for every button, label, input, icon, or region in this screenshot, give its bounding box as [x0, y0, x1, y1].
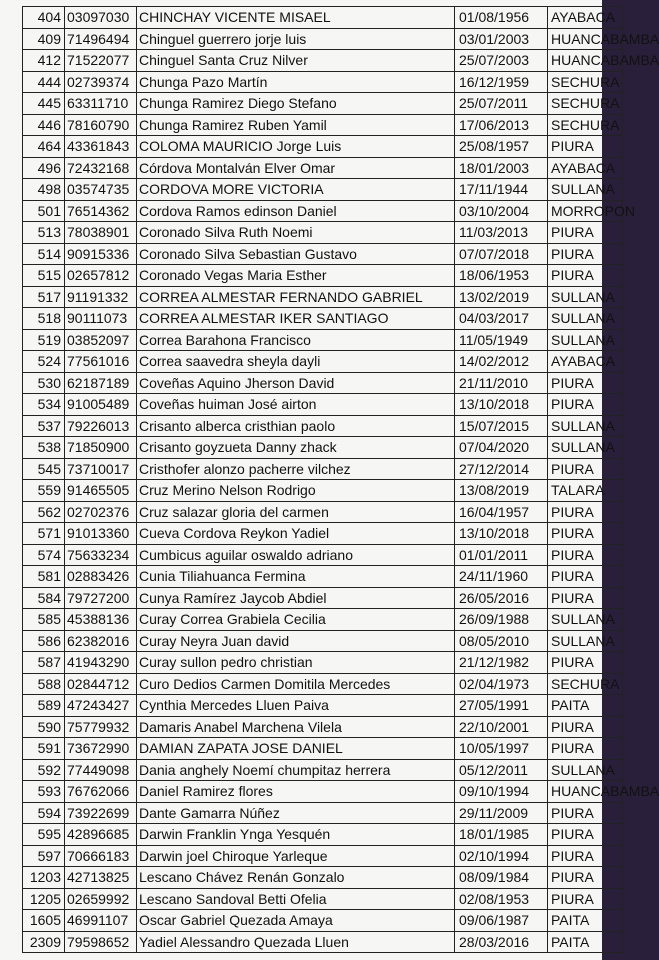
document-number-cell: 71522077	[65, 50, 137, 72]
table-row	[23, 523, 623, 545]
document-number-cell: 79598652	[65, 931, 137, 953]
document-number-cell: 75633234	[65, 544, 137, 566]
person-name-cell: Cunya Ramírez Jaycob Abdiel	[137, 587, 455, 609]
person-name-cell: Damaris Anabel Marchena Vilela	[137, 716, 455, 738]
birth-date-cell: 27/12/2014	[455, 458, 548, 480]
table-row	[23, 157, 623, 179]
table-row	[23, 609, 623, 631]
table-row	[23, 394, 623, 416]
person-name-cell: Correa saavedra sheyla dayli	[137, 351, 455, 373]
birth-date-cell: 07/04/2020	[455, 437, 548, 459]
document-number-cell: 62382016	[65, 630, 137, 652]
row-number-cell: 412	[23, 50, 65, 72]
table-row	[23, 587, 623, 609]
row-number-cell: 581	[23, 566, 65, 588]
row-number-cell: 1203	[23, 867, 65, 889]
row-number-cell: 545	[23, 458, 65, 480]
birth-date-cell: 04/03/2017	[455, 308, 548, 330]
document-number-cell: 02659992	[65, 888, 137, 910]
person-name-cell: Oscar Gabriel Quezada Amaya	[137, 910, 455, 932]
document-number-cell: 70666183	[65, 845, 137, 867]
province-cell: HUANCABAMBA	[548, 28, 623, 50]
birth-date-cell: 10/05/1997	[455, 738, 548, 760]
document-number-cell: 43361843	[65, 136, 137, 158]
province-cell: PIURA	[548, 222, 623, 244]
row-number-cell: 534	[23, 394, 65, 416]
table-row	[23, 501, 623, 523]
document-number-cell: 79727200	[65, 587, 137, 609]
table-row	[23, 652, 623, 674]
document-number-cell: 77449098	[65, 759, 137, 781]
row-number-cell: 590	[23, 716, 65, 738]
person-name-cell: Cueva Cordova Reykon Yadiel	[137, 523, 455, 545]
person-name-cell: Cruz salazar gloria del carmen	[137, 501, 455, 523]
row-number-cell: 444	[23, 71, 65, 93]
province-cell: PAITA	[548, 910, 623, 932]
document-number-cell: 90111073	[65, 308, 137, 330]
table-row	[23, 738, 623, 760]
row-number-cell: 587	[23, 652, 65, 674]
person-name-cell: Darwin Franklin Ynga Yesquén	[137, 824, 455, 846]
table-row	[23, 458, 623, 480]
table-row	[23, 200, 623, 222]
birth-date-cell: 03/10/2004	[455, 200, 548, 222]
document-number-cell: 91013360	[65, 523, 137, 545]
row-number-cell: 562	[23, 501, 65, 523]
person-name-cell: Coronado Silva Sebastian Gustavo	[137, 243, 455, 265]
row-number-cell: 498	[23, 179, 65, 201]
province-cell: SULLANA	[548, 437, 623, 459]
document-number-cell: 62187189	[65, 372, 137, 394]
province-cell: TALARA	[548, 480, 623, 502]
birth-date-cell: 17/06/2013	[455, 114, 548, 136]
person-name-cell: Cumbicus aguilar oswaldo adriano	[137, 544, 455, 566]
person-name-cell: Chinguel Santa Cruz Nilver	[137, 50, 455, 72]
birth-date-cell: 26/05/2016	[455, 587, 548, 609]
person-name-cell: CHINCHAY VICENTE MISAEL	[137, 7, 455, 29]
birth-date-cell: 16/04/1957	[455, 501, 548, 523]
birth-date-cell: 01/08/1956	[455, 7, 548, 29]
table-row	[23, 286, 623, 308]
table-row	[23, 759, 623, 781]
row-number-cell: 409	[23, 28, 65, 50]
row-number-cell: 513	[23, 222, 65, 244]
table-row	[23, 931, 623, 953]
document-number-cell: 76762066	[65, 781, 137, 803]
person-name-cell: Lescano Chávez Renán Gonzalo	[137, 867, 455, 889]
document-number-cell: 78038901	[65, 222, 137, 244]
province-cell: SULLANA	[548, 329, 623, 351]
province-cell: PIURA	[548, 716, 623, 738]
province-cell: SULLANA	[548, 415, 623, 437]
birth-date-cell: 08/09/1984	[455, 867, 548, 889]
document-number-cell: 02702376	[65, 501, 137, 523]
birth-date-cell: 18/01/2003	[455, 157, 548, 179]
birth-date-cell: 14/02/2012	[455, 351, 548, 373]
document-number-cell: 45388136	[65, 609, 137, 631]
province-cell: PAITA	[548, 695, 623, 717]
document-number-cell: 46991107	[65, 910, 137, 932]
province-cell: PIURA	[548, 824, 623, 846]
province-cell: AYABACA	[548, 351, 623, 373]
row-number-cell: 591	[23, 738, 65, 760]
person-name-cell: COLOMA MAURICIO Jorge Luis	[137, 136, 455, 158]
birth-date-cell: 02/10/1994	[455, 845, 548, 867]
table-row	[23, 716, 623, 738]
person-name-cell: Chinguel guerrero jorje luis	[137, 28, 455, 50]
row-number-cell: 464	[23, 136, 65, 158]
birth-date-cell: 11/03/2013	[455, 222, 548, 244]
province-cell: PIURA	[548, 652, 623, 674]
table-row	[23, 910, 623, 932]
birth-date-cell: 07/07/2018	[455, 243, 548, 265]
table-row	[23, 265, 623, 287]
document-number-cell: 73672990	[65, 738, 137, 760]
document-number-cell: 71496494	[65, 28, 137, 50]
person-name-cell: Cruz Merino Nelson Rodrigo	[137, 480, 455, 502]
province-cell: PIURA	[548, 458, 623, 480]
document-number-cell: 42896685	[65, 824, 137, 846]
province-cell: PIURA	[548, 587, 623, 609]
province-cell: PIURA	[548, 265, 623, 287]
birth-date-cell: 26/09/1988	[455, 609, 548, 631]
document-number-cell: 47243427	[65, 695, 137, 717]
province-cell: PIURA	[548, 544, 623, 566]
document-number-cell: 73710017	[65, 458, 137, 480]
document-number-cell: 90915336	[65, 243, 137, 265]
birth-date-cell: 13/10/2018	[455, 394, 548, 416]
row-number-cell: 597	[23, 845, 65, 867]
province-cell: SECHURA	[548, 673, 623, 695]
document-number-cell: 02883426	[65, 566, 137, 588]
person-name-cell: DAMIAN ZAPATA JOSE DANIEL	[137, 738, 455, 760]
province-cell: SULLANA	[548, 609, 623, 631]
document-number-cell: 03097030	[65, 7, 137, 29]
birth-date-cell: 22/10/2001	[455, 716, 548, 738]
person-name-cell: CORDOVA MORE VICTORIA	[137, 179, 455, 201]
province-cell: PIURA	[548, 566, 623, 588]
province-cell: SECHURA	[548, 93, 623, 115]
row-number-cell: 574	[23, 544, 65, 566]
person-name-cell: Dania anghely Noemí chumpitaz herrera	[137, 759, 455, 781]
birth-date-cell: 02/08/1953	[455, 888, 548, 910]
row-number-cell: 593	[23, 781, 65, 803]
person-name-cell: Curay sullon pedro christian	[137, 652, 455, 674]
person-name-cell: Daniel Ramirez flores	[137, 781, 455, 803]
person-name-cell: Crisanto goyzueta Danny zhack	[137, 437, 455, 459]
table-row	[23, 480, 623, 502]
document-number-cell: 63311710	[65, 93, 137, 115]
document-number-cell: 02844712	[65, 673, 137, 695]
table-row	[23, 544, 623, 566]
person-name-cell: Crisanto alberca cristhian paolo	[137, 415, 455, 437]
birth-date-cell: 18/06/1953	[455, 265, 548, 287]
document-number-cell: 42713825	[65, 867, 137, 889]
table-row	[23, 329, 623, 351]
province-cell: SULLANA	[548, 308, 623, 330]
birth-date-cell: 25/07/2003	[455, 50, 548, 72]
person-name-cell: Córdova Montalván Elver Omar	[137, 157, 455, 179]
person-name-cell: Cordova Ramos edinson Daniel	[137, 200, 455, 222]
person-name-cell: Chunga Pazo Martín	[137, 71, 455, 93]
table-row	[23, 243, 623, 265]
records-table	[22, 6, 659, 953]
row-number-cell: 2309	[23, 931, 65, 953]
table-row	[23, 28, 623, 50]
person-name-cell: Cristhofer alonzo pacherre vilchez	[137, 458, 455, 480]
table-row	[23, 867, 623, 889]
person-name-cell: Lescano Sandoval Betti Ofelia	[137, 888, 455, 910]
province-cell: PIURA	[548, 845, 623, 867]
row-number-cell: 588	[23, 673, 65, 695]
birth-date-cell: 11/05/1949	[455, 329, 548, 351]
person-name-cell: Cynthia Mercedes Lluen Paiva	[137, 695, 455, 717]
row-number-cell: 537	[23, 415, 65, 437]
row-number-cell: 501	[23, 200, 65, 222]
row-number-cell: 585	[23, 609, 65, 631]
province-cell: PIURA	[548, 867, 623, 889]
person-name-cell: CORREA ALMESTAR FERNANDO GABRIEL	[137, 286, 455, 308]
table-row	[23, 630, 623, 652]
birth-date-cell: 25/08/1957	[455, 136, 548, 158]
document-number-cell: 91005489	[65, 394, 137, 416]
person-name-cell: Coveñas huiman José airton	[137, 394, 455, 416]
province-cell: PIURA	[548, 888, 623, 910]
birth-date-cell: 25/07/2011	[455, 93, 548, 115]
row-number-cell: 559	[23, 480, 65, 502]
birth-date-cell: 21/11/2010	[455, 372, 548, 394]
province-cell: PIURA	[548, 372, 623, 394]
birth-date-cell: 13/10/2018	[455, 523, 548, 545]
row-number-cell: 595	[23, 824, 65, 846]
province-cell: PIURA	[548, 136, 623, 158]
table-row	[23, 888, 623, 910]
document-number-cell: 76514362	[65, 200, 137, 222]
document-number-cell: 03574735	[65, 179, 137, 201]
birth-date-cell: 03/01/2003	[455, 28, 548, 50]
birth-date-cell: 02/04/1973	[455, 673, 548, 695]
document-number-cell: 79226013	[65, 415, 137, 437]
table-row	[23, 136, 623, 158]
row-number-cell: 519	[23, 329, 65, 351]
table-row	[23, 695, 623, 717]
birth-date-cell: 17/11/1944	[455, 179, 548, 201]
document-number-cell: 41943290	[65, 652, 137, 674]
person-name-cell: Cunia Tiliahuanca Fermina	[137, 566, 455, 588]
table-row	[23, 7, 623, 29]
table-row	[23, 308, 623, 330]
table-row	[23, 222, 623, 244]
person-name-cell: Chunga Ramirez Ruben Yamil	[137, 114, 455, 136]
row-number-cell: 515	[23, 265, 65, 287]
table-row	[23, 351, 623, 373]
birth-date-cell: 05/12/2011	[455, 759, 548, 781]
person-name-cell: Curay Correa Grabiela Cecilia	[137, 609, 455, 631]
table-row	[23, 114, 623, 136]
province-cell: AYABACA	[548, 7, 623, 29]
person-name-cell: Chunga Ramirez Diego Stefano	[137, 93, 455, 115]
birth-date-cell: 13/02/2019	[455, 286, 548, 308]
birth-date-cell: 01/01/2011	[455, 544, 548, 566]
person-name-cell: Dante Gamarra Núñez	[137, 802, 455, 824]
birth-date-cell: 21/12/1982	[455, 652, 548, 674]
birth-date-cell: 15/07/2015	[455, 415, 548, 437]
table-row	[23, 437, 623, 459]
province-cell: SULLANA	[548, 286, 623, 308]
province-cell: AYABACA	[548, 157, 623, 179]
person-name-cell: Yadiel Alessandro Quezada Lluen	[137, 931, 455, 953]
person-name-cell: Coveñas Aquino Jherson David	[137, 372, 455, 394]
table-row	[23, 372, 623, 394]
table-row	[23, 824, 623, 846]
row-number-cell: 404	[23, 7, 65, 29]
province-cell: PIURA	[548, 243, 623, 265]
birth-date-cell: 28/03/2016	[455, 931, 548, 953]
table-row	[23, 415, 623, 437]
document-number-cell: 73922699	[65, 802, 137, 824]
person-name-cell: Coronado Silva Ruth Noemi	[137, 222, 455, 244]
table-row	[23, 50, 623, 72]
row-number-cell: 594	[23, 802, 65, 824]
row-number-cell: 592	[23, 759, 65, 781]
document-number-cell: 91465505	[65, 480, 137, 502]
table-row	[23, 781, 623, 803]
person-name-cell: Curo Dedios Carmen Domitila Mercedes	[137, 673, 455, 695]
row-number-cell: 584	[23, 587, 65, 609]
table-row	[23, 566, 623, 588]
province-cell: PIURA	[548, 738, 623, 760]
row-number-cell: 538	[23, 437, 65, 459]
birth-date-cell: 27/05/1991	[455, 695, 548, 717]
province-cell: PIURA	[548, 523, 623, 545]
birth-date-cell: 08/05/2010	[455, 630, 548, 652]
row-number-cell: 496	[23, 157, 65, 179]
province-cell: SULLANA	[548, 630, 623, 652]
province-cell: SECHURA	[548, 71, 623, 93]
row-number-cell: 446	[23, 114, 65, 136]
document-number-cell: 02739374	[65, 71, 137, 93]
row-number-cell: 1605	[23, 910, 65, 932]
province-cell: MORROPON	[548, 200, 623, 222]
person-name-cell: Coronado Vegas Maria Esther	[137, 265, 455, 287]
row-number-cell: 530	[23, 372, 65, 394]
document-number-cell: 02657812	[65, 265, 137, 287]
person-name-cell: Correa Barahona Francisco	[137, 329, 455, 351]
birth-date-cell: 24/11/1960	[455, 566, 548, 588]
row-number-cell: 518	[23, 308, 65, 330]
row-number-cell: 571	[23, 523, 65, 545]
birth-date-cell: 09/10/1994	[455, 781, 548, 803]
birth-date-cell: 16/12/1959	[455, 71, 548, 93]
person-name-cell: Curay Neyra Juan david	[137, 630, 455, 652]
province-cell: HUANCABAMBA	[548, 50, 623, 72]
birth-date-cell: 09/06/1987	[455, 910, 548, 932]
province-cell: HUANCABAMBA	[548, 781, 623, 803]
province-cell: PIURA	[548, 394, 623, 416]
row-number-cell: 514	[23, 243, 65, 265]
table-row	[23, 673, 623, 695]
row-number-cell: 586	[23, 630, 65, 652]
province-cell: PAITA	[548, 931, 623, 953]
province-cell: PIURA	[548, 802, 623, 824]
province-cell: SULLANA	[548, 179, 623, 201]
document-number-cell: 75779932	[65, 716, 137, 738]
table-row	[23, 845, 623, 867]
row-number-cell: 517	[23, 286, 65, 308]
document-number-cell: 71850900	[65, 437, 137, 459]
table-row	[23, 179, 623, 201]
province-cell: SULLANA	[548, 759, 623, 781]
document-number-cell: 78160790	[65, 114, 137, 136]
province-cell: PIURA	[548, 501, 623, 523]
birth-date-cell: 29/11/2009	[455, 802, 548, 824]
person-name-cell: CORREA ALMESTAR IKER SANTIAGO	[137, 308, 455, 330]
table-row	[23, 802, 623, 824]
table-row	[23, 93, 623, 115]
birth-date-cell: 18/01/1985	[455, 824, 548, 846]
person-name-cell: Darwin joel Chiroque Yarleque	[137, 845, 455, 867]
records-table-body	[23, 7, 659, 953]
document-number-cell: 72432168	[65, 157, 137, 179]
birth-date-cell: 13/08/2019	[455, 480, 548, 502]
province-cell: SECHURA	[548, 114, 623, 136]
document-number-cell: 03852097	[65, 329, 137, 351]
document-number-cell: 91191332	[65, 286, 137, 308]
row-number-cell: 589	[23, 695, 65, 717]
document-number-cell: 77561016	[65, 351, 137, 373]
table-row	[23, 71, 623, 93]
row-number-cell: 524	[23, 351, 65, 373]
row-number-cell: 1205	[23, 888, 65, 910]
row-number-cell: 445	[23, 93, 65, 115]
